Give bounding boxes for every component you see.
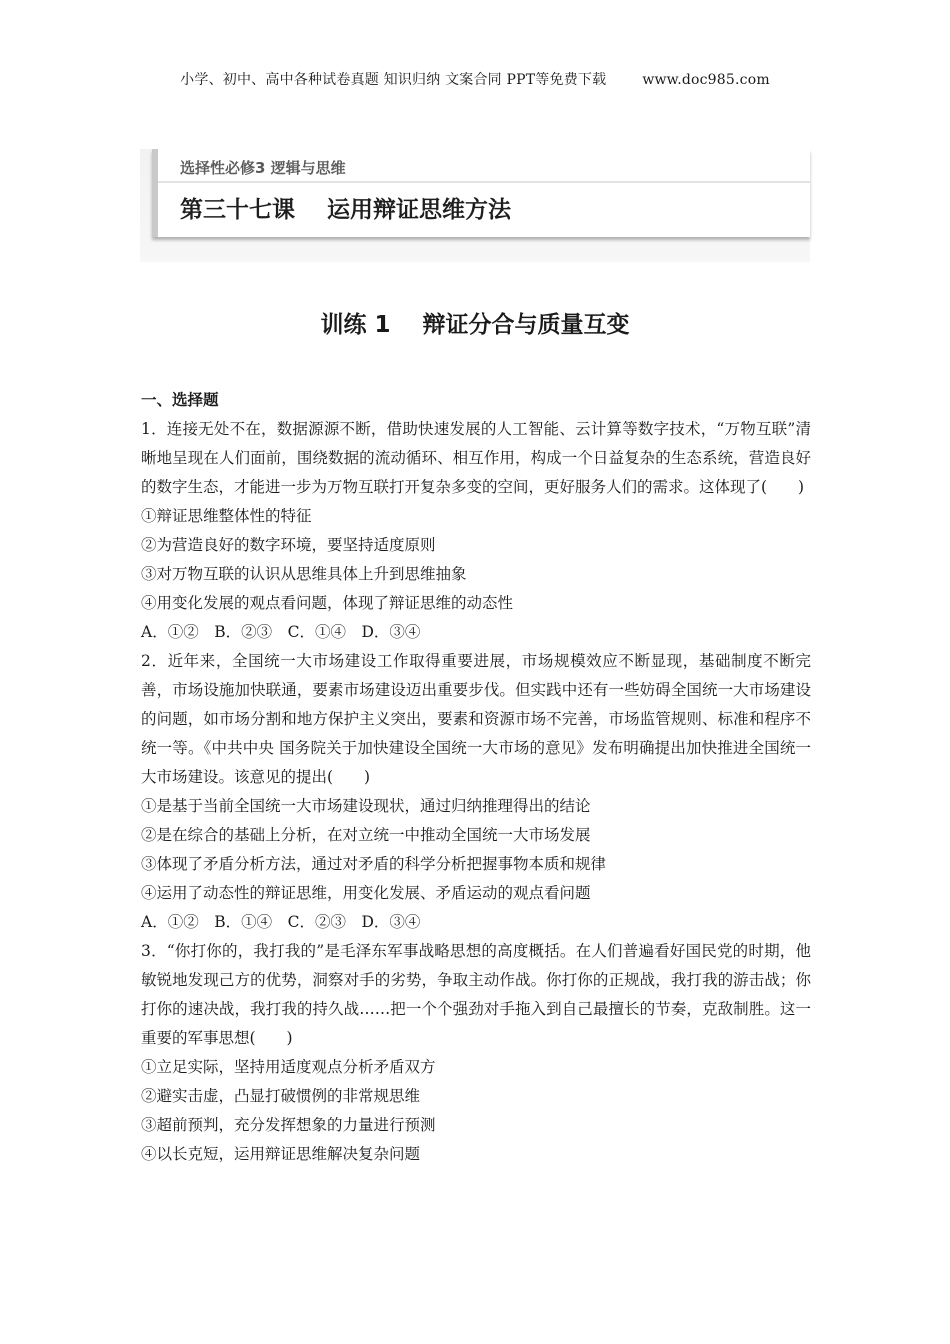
question-1: [141, 415, 811, 647]
question-2: [141, 647, 811, 937]
question-option: ③体现了矛盾分析方法，通过对矛盾的科学分析把握事物本质和规律: [141, 855, 607, 873]
banner-card: [152, 149, 810, 237]
question-option: ③对万物互联的认识从思维具体上升到思维抽象: [141, 565, 467, 583]
question-option: ④用变化发展的观点看问题，体现了辩证思维的动态性: [141, 594, 514, 612]
answer-choices: A．①② B．②③ C．①④ D．③④: [141, 623, 421, 641]
page-header: [0, 69, 950, 89]
banner-divider: [158, 181, 810, 183]
exercise-content: [141, 386, 811, 1169]
question-option: ④运用了动态性的辩证思维，用变化发展、矛盾运动的观点看问题: [141, 884, 591, 902]
answer-choices: A．①② B．①④ C．②③ D．③④: [141, 913, 421, 931]
question-option: ②为营造良好的数字环境，要坚持适度原则: [141, 536, 436, 554]
question-option: ②避实击虚，凸显打破惯例的非常规思维: [141, 1087, 421, 1105]
question-option: ①立足实际，坚持用适度观点分析矛盾双方: [141, 1058, 436, 1076]
header-text: 小学、初中、高中各种试卷真题 知识归纳 文案合同 PPT等免费下载: [180, 72, 607, 88]
part-heading: 一、选择题: [141, 391, 219, 409]
question-option: ①是基于当前全国统一大市场建设现状，通过归纳推理得出的结论: [141, 797, 591, 815]
section-title: 训练 1 辩证分合与质量互变: [320, 312, 630, 338]
question-stem: 1．连接无处不在，数据源源不断，借助快速发展的人工智能、云计算等数字技术，“万物互联”清晰地呈现在人们面前，围绕数据的流动循环、相互作用，构成一个日益复杂的生态系统，营造良好的数字生态，才能进一步为万物互联打开复杂多变的空间，更好服务人们的需求。这体现了( ): [141, 420, 811, 496]
question-option: ①辩证思维整体性的特征: [141, 507, 312, 525]
question-option: ③超前预判，充分发挥想象的力量进行预测: [141, 1116, 436, 1134]
chapter-banner: [140, 149, 810, 262]
question-3: [141, 937, 811, 1169]
banner-title: 第三十七课 运用辩证思维方法: [180, 197, 512, 223]
question-option: ④以长克短，运用辩证思维解决复杂问题: [141, 1145, 421, 1163]
question-stem: 2．近年来，全国统一大市场建设工作取得重要进展，市场规模效应不断显现，基础制度不断完善，市场设施加快联通，要素市场建设迈出重要步伐。但实践中还有一些妨碍全国统一大市场建设的问题，如市场分割和地方保护主义突出，要素和资源市场不完善，市场监管规则、标准和程序不统一等。《中共中央 国务院关于加快建设全国统一大市场的意见》发布明确提出加快推进全国统一大市场建设。该意见的提出( ): [141, 652, 811, 786]
header-site-link[interactable]: www.doc985.com: [642, 72, 770, 88]
question-option: ②是在综合的基础上分析，在对立统一中推动全国统一大市场发展: [141, 826, 591, 844]
banner-subtitle: 选择性必修3 逻辑与思维: [180, 159, 346, 177]
question-stem: 3．“你打你的，我打我的”是毛泽东军事战略思想的高度概括。在人们普遍看好国民党的时期，他敏锐地发现己方的优势，洞察对手的劣势，争取主动作战。你打你的正规战，我打我的游击战；你打你的速决战，我打我的持久战……把一个个强劲对手拖入到自己最擅长的节奏，克敌制胜。这一重要的军事思想( ): [141, 942, 811, 1047]
